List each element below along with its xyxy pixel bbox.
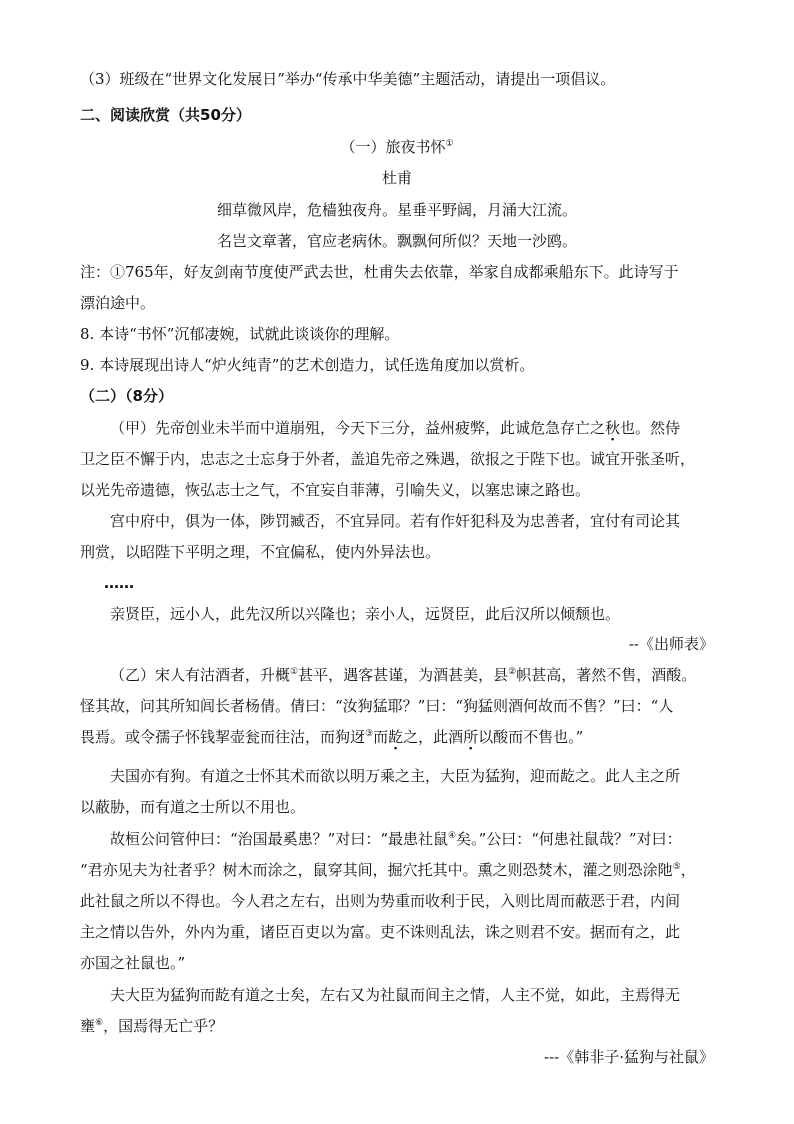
poem-note-line-2: 漂泊途中。	[80, 294, 156, 312]
poem-title-note-marker: ①	[445, 139, 454, 149]
question-3: （3）班级在“世界文化发展日”举办“传承中华美德”主题活动，请提出一项倡议。	[80, 70, 616, 88]
footnote-marker: ③	[365, 729, 374, 739]
emphasized-char: 所	[463, 728, 479, 746]
yi-p1-l3-a: 畏焉。或令孺子怀钱挈壶瓮而往沽，而狗迓	[80, 728, 366, 746]
jia-source: --《出师表》	[628, 635, 714, 653]
poem-note-line-1: 注：①765年，好友剑南节度使严武去世，杜甫失去依靠，举家自成都乘船东下。此诗写于	[80, 263, 679, 281]
yi-p3-line-5: 亦国之社鼠也。”	[80, 954, 186, 972]
jia-p3: 亲贤臣，远小人，此先汉所以兴隆也；亲小人，远贤臣，此后汉所以倾颓也。	[110, 605, 621, 623]
yi-p3-l1-b: 矣。”公曰：“何患社鼠哉？”对曰：	[456, 830, 682, 848]
yi-p2-line-2: 以蔽胁，而有道之士所以不用也。	[80, 798, 306, 816]
yi-p3-line-3: 此社鼠之所以不得也。今人君之左右，出则为势重而收利于民，入则比周而蔽恶于君，内间	[80, 892, 681, 910]
poem-title-text: （一）旅夜书怀	[340, 138, 446, 156]
footnote-marker: ⑤	[672, 862, 681, 872]
footnote-marker: ②	[508, 667, 517, 677]
yi-p1-line-2: 怪其故，问其所知闾长者杨倩。倩曰：“汝狗猛耶？”曰：“狗猛则酒何故而不售？”曰：“人	[80, 697, 674, 715]
part-2-heading: （二）（8分）	[80, 387, 173, 405]
jia-p1-l1-a: （甲）先帝创业未半而中道崩殂，今天下三分，益州疲弊，此诚危急存亡之	[110, 419, 606, 437]
footnote-marker: ⑥	[95, 1018, 104, 1028]
footnote-marker: ①	[290, 667, 299, 677]
yi-p1-line-1	[110, 665, 696, 685]
yi-p3-l2-b: ，	[680, 861, 696, 879]
yi-p1-l1-b: 甚平，遇客甚谨，为酒甚美，县	[298, 666, 509, 684]
yi-p3-line-4: 主之情以告外，外内为重，诸臣百吏以为富。吏不诛则乱法，诛之则君不安。据而有之，此	[80, 923, 681, 941]
footnote-marker: ④	[448, 831, 457, 841]
yi-p1-l3-c: 之，此酒	[403, 728, 464, 746]
question-8: 8. 本诗“书怀”沉郁凄婉，试就此谈谈你的理解。	[80, 325, 400, 343]
poem-line-2: 名岂文章著，官应老病休。飘飘何所似？天地一沙鸥。	[216, 232, 577, 250]
yi-p1-l3-d: 以酸而不售也。”	[478, 728, 584, 746]
question-9: 9. 本诗展现出诗人“炉火纯青”的艺术创造力，试任选角度加以赏析。	[80, 356, 535, 374]
poem-title	[0, 137, 794, 157]
yi-p3-line-1	[110, 829, 682, 849]
jia-p2-line-1: 宫中府中，俱为一体，陟罚臧否，不宜异同。若有作奸犯科及为忠善者，宜付有司论其	[110, 512, 681, 530]
jia-p1-line-3: 以光先帝遗德，恢弘志士之气，不宜妄自菲薄，引喻失义，以塞忠谏之路也。	[80, 481, 591, 499]
yi-p3-l2-a: “君亦见夫为社者乎？树木而涂之，鼠穿其间，掘穴托其中。熏之则恐焚木，灌之则恐涂阤	[80, 861, 673, 879]
yi-p2-line-1: 夫国亦有狗。有道之士怀其术而欲以明万乘之主，大臣为猛狗，迎而龁之。此人主之所	[110, 767, 681, 785]
jia-p2-line-2: 刑赏，以昭陛下平明之理，不宜偏私，使内外异法也。	[80, 543, 441, 561]
poem-author: 杜甫	[381, 169, 412, 187]
yi-p1-line-3	[80, 727, 583, 747]
yi-p3-line-2	[80, 860, 696, 880]
jia-p1-line-1	[110, 418, 680, 438]
section-2-heading: 二、阅读欣赏（共50分）	[80, 106, 251, 124]
emphasized-char: 龁	[388, 728, 404, 746]
yi-p4-line-1: 夫大臣为猛狗而龁有道之士矣，左右又为社鼠而间主之情，人主不觉，如此，主焉得无	[110, 986, 681, 1004]
poem-line-1: 细草微风岸，危樯独夜舟。星垂平野阔，月涌大江流。	[216, 201, 577, 219]
jia-p1-line-2: 卫之臣不懈于内，忠志之士忘身于外者，盖追先帝之殊遇，欲报之于陛下也。诚宜开张圣听，	[80, 450, 696, 468]
jia-ellipsis: ……	[104, 574, 134, 592]
yi-p1-l3-b: 而	[373, 728, 389, 746]
jia-p1-l1-b: 也。然侍	[620, 419, 681, 437]
yi-p4-l2-a: 壅	[80, 1017, 96, 1035]
yi-p4-line-2	[80, 1016, 223, 1036]
yi-p1-l1-c: 帜甚高，著然不售，酒酸。	[516, 666, 697, 684]
emphasized-char: 秋	[605, 419, 621, 437]
yi-p4-l2-b: ，国焉得无亡乎？	[103, 1017, 224, 1035]
yi-source: ---《韩非子·猛狗与社鼠》	[544, 1048, 714, 1066]
yi-p1-l1-a: （乙）宋人有沽酒者，升概	[110, 666, 291, 684]
yi-p3-l1-a: 故桓公问管仲曰：“治国最奚患？”对曰：“最患社鼠	[110, 830, 449, 848]
